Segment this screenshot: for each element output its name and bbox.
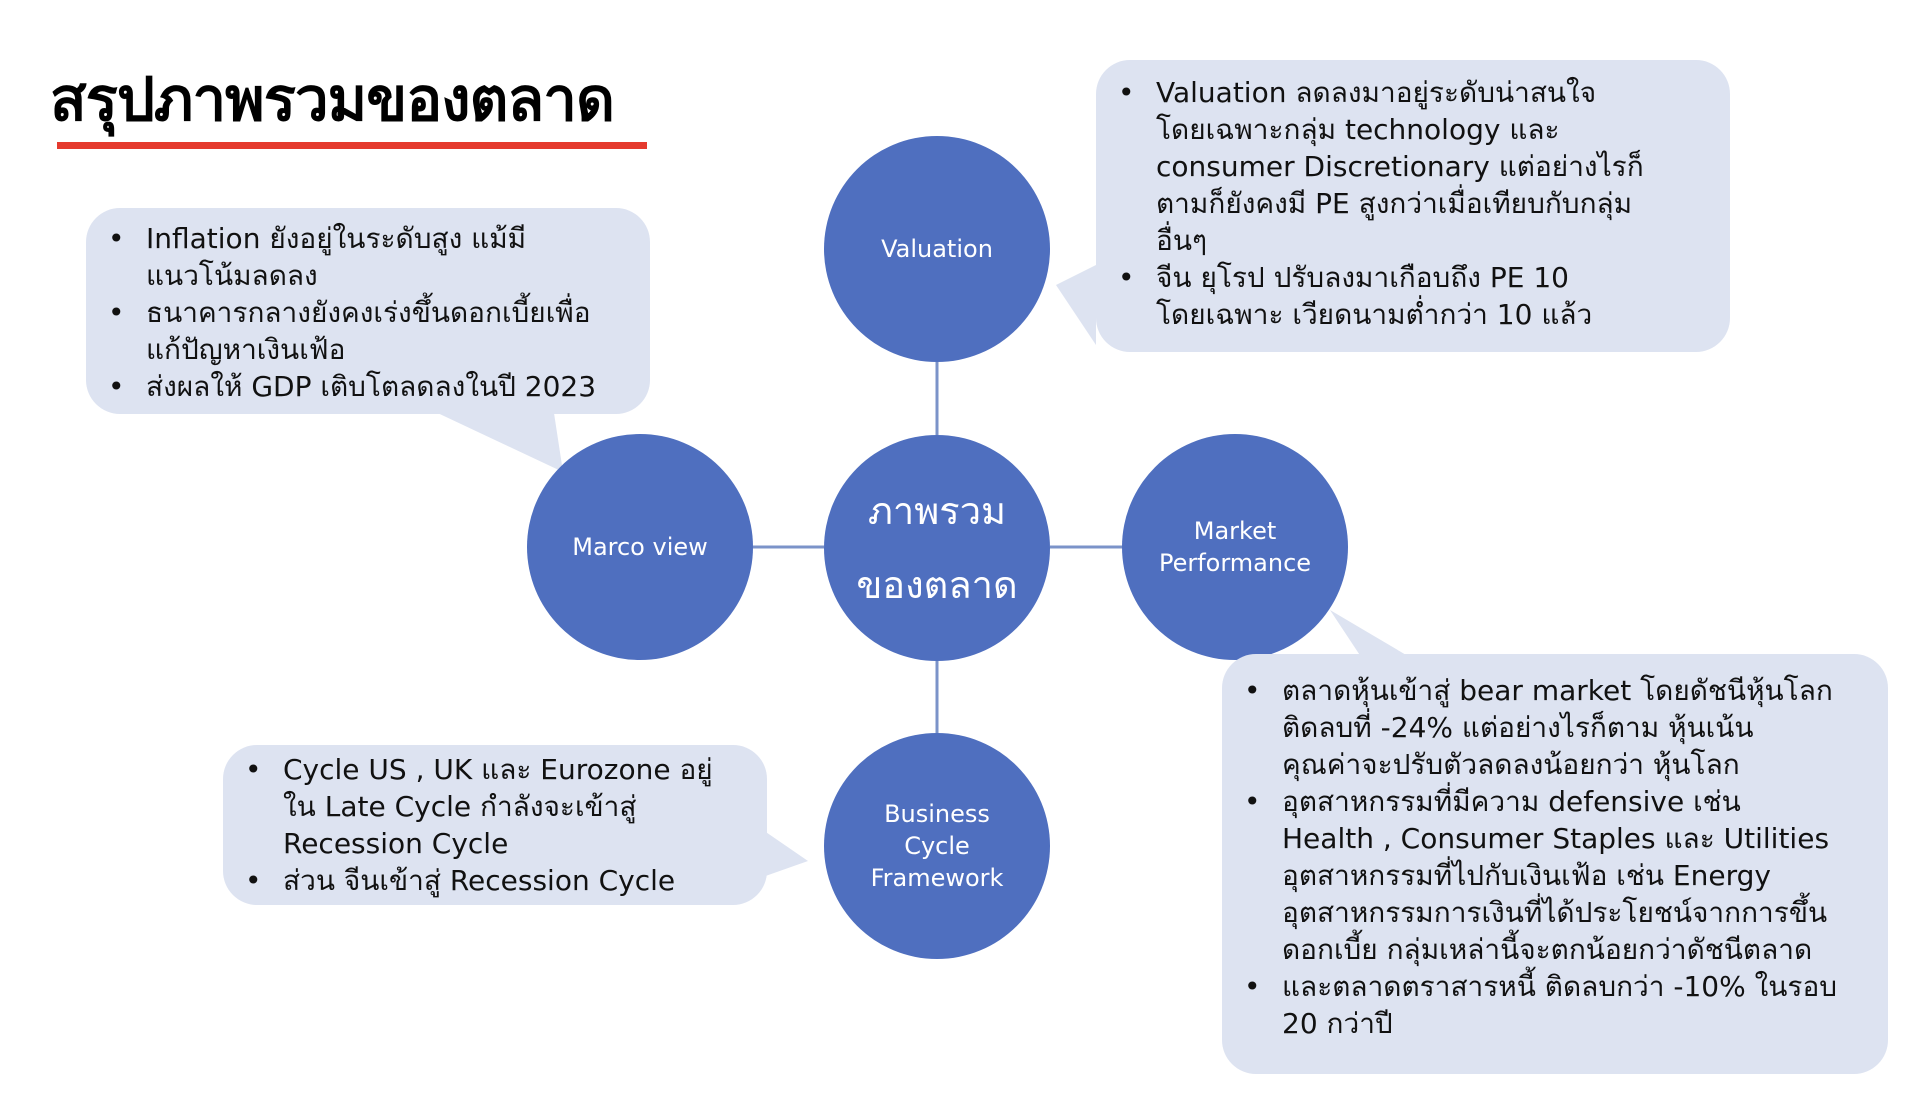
market-performance-callout bbox=[1222, 654, 1888, 1074]
bullet-line: ดอกเบี้ย กลุ่มเหล่านี้จะตกน้อยกว่าดัชนีตลาด bbox=[1282, 933, 1813, 966]
bullet-line: • อุตสาหกรรมที่มีความ defensive เช่น bbox=[1282, 785, 1741, 818]
bullet-line: โดยเฉพาะ เวียดนามต่ำกว่า 10 แล้ว bbox=[1156, 298, 1593, 331]
bullet-item bbox=[1232, 672, 1882, 783]
macro-view-bullet-list bbox=[96, 220, 640, 405]
center-node bbox=[824, 435, 1050, 661]
bullet-line: • Valuation ลดลงมาอยู่ระดับน่าสนใจ bbox=[1156, 76, 1597, 109]
bullet-line: Recession Cycle bbox=[283, 827, 509, 860]
bullet-line: • และตลาดตราสารหนี้ ติดลบกว่า -10% ในรอบ bbox=[1282, 970, 1838, 1003]
bullet-line: 20 กว่าปี bbox=[1282, 1007, 1393, 1040]
valuation-node-label: Valuation bbox=[881, 235, 993, 263]
callout-tail-business bbox=[760, 828, 808, 878]
bullet-item bbox=[96, 368, 640, 405]
business-cycle-node-line: Business bbox=[884, 800, 990, 828]
bullet-line: • Inflation ยังอยู่ในระดับสูง แม้มี bbox=[146, 222, 527, 255]
bullet-item bbox=[96, 294, 640, 368]
bullet-line: consumer Discretionary แต่อย่างไรก็ bbox=[1156, 150, 1644, 183]
bullet-line: Health , Consumer Staples และ Utilities bbox=[1282, 822, 1830, 855]
bullet-line: อุตสาหกรรมที่ไปกับเงินเฟ้อ เช่น Energy bbox=[1282, 859, 1771, 892]
bullet-item bbox=[1232, 968, 1882, 1042]
bullet-line: โดยเฉพาะกลุ่ม technology และ bbox=[1156, 113, 1560, 146]
bullet-line: • Cycle US , UK และ Eurozone อยู่ bbox=[283, 753, 713, 786]
bullet-line: แนวโน้มลดลง bbox=[146, 259, 318, 292]
valuation-callout bbox=[1096, 60, 1730, 352]
bullet-item bbox=[96, 220, 640, 294]
bullet-line: ติดลบที่ -24% แต่อย่างไรก็ตาม หุ้นเน้น bbox=[1282, 711, 1754, 744]
macro-view-node bbox=[527, 434, 753, 660]
bullet-line: • จีน ยุโรป ปรับลงมาเกือบถึง PE 10 bbox=[1156, 261, 1569, 294]
market-performance-bullet-list bbox=[1232, 672, 1882, 1042]
bullet-line: • ส่งผลให้ GDP เติบโตลดลงในปี 2023 bbox=[146, 370, 597, 403]
bullet-line: • ส่วน จีนเข้าสู่ Recession Cycle bbox=[283, 864, 676, 897]
valuation-bullet-list bbox=[1106, 74, 1720, 333]
page-title: สรุปภาพรวมของตลาด bbox=[50, 65, 614, 135]
bullet-line: อื่นๆ bbox=[1156, 224, 1207, 257]
bullet-line: ใน Late Cycle กำลังจะเข้าสู่ bbox=[283, 790, 637, 823]
macro-view-node-label: Marco view bbox=[572, 533, 708, 561]
market-performance-node-line: Performance bbox=[1158, 549, 1312, 577]
market-performance-node bbox=[1122, 434, 1348, 660]
business-cycle-node bbox=[824, 733, 1050, 959]
bullet-item bbox=[1106, 74, 1720, 259]
bullet-line: • ธนาคารกลางยังคงเร่งขึ้นดอกเบี้ยเพื่อ bbox=[146, 296, 591, 329]
bullet-line: ตามก็ยังคงมี PE สูงกว่าเมื่อเทียบกับกลุ่ม bbox=[1156, 187, 1633, 220]
business-cycle-node-line: Cycle bbox=[904, 832, 970, 860]
market-performance-node-line: Market bbox=[1193, 517, 1277, 545]
bullet-item bbox=[233, 862, 757, 899]
center-node-line: ของตลาด bbox=[856, 563, 1018, 607]
callout-tail-valuation bbox=[1056, 265, 1096, 345]
bullet-line: อุตสาหกรรมการเงินที่ได้ประโยชน์จากการขึ้น bbox=[1282, 896, 1828, 929]
macro-view-callout bbox=[86, 208, 650, 414]
bullet-line: แก้ปัญหาเงินเฟ้อ bbox=[146, 333, 346, 366]
bullet-line: คุณค่าจะปรับตัวลดลงน้อยกว่า หุ้นโลก bbox=[1282, 748, 1740, 781]
business-cycle-callout bbox=[223, 745, 767, 905]
bullet-line: • ตลาดหุ้นเข้าสู่ bear market โดยดัชนีหุ้นโลก bbox=[1282, 674, 1833, 707]
bullet-item bbox=[1232, 783, 1882, 968]
bullet-item bbox=[1106, 259, 1720, 333]
business-cycle-node-line: Framework bbox=[870, 864, 1004, 892]
valuation-node bbox=[824, 136, 1050, 362]
business-cycle-bullet-list bbox=[233, 751, 757, 899]
bullet-item bbox=[233, 751, 757, 862]
center-node-line: ภาพรวม bbox=[867, 489, 1007, 533]
